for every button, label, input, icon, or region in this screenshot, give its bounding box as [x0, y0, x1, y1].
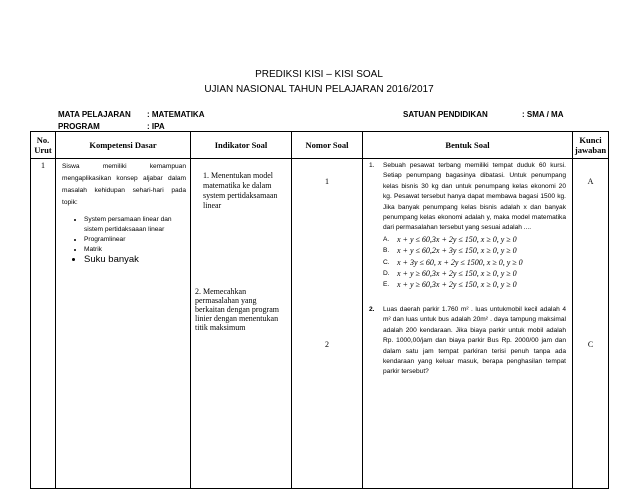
- list-item: • Suku banyak: [84, 255, 186, 265]
- option-text: x + y ≤ 60,2x + 3y ≤ 150, x ≥ 0, y ≥ 0: [397, 246, 517, 256]
- list-item: • System persamaan linear dan sistem pertidaksaaan linear: [84, 215, 186, 235]
- indikator-2: 2. Memecahkan permasalahan yang berkaitan dengan program linier dengan menentukan titik maksimum: [195, 287, 279, 332]
- row-no: 1: [31, 159, 56, 489]
- kunci-cell: [573, 159, 609, 489]
- soal-2-number: 2.: [369, 305, 375, 313]
- program-value: : IPA: [147, 122, 165, 131]
- document-subtitle: UJIAN NASIONAL TAHUN PELAJARAN 2016/2017: [204, 84, 434, 95]
- option-text: x + y ≥ 60,3x + 2y ≤ 150, x ≥ 0, y ≥ 0: [397, 280, 517, 290]
- list-item: • Matrik: [84, 245, 186, 255]
- kunci-1: A: [587, 177, 594, 186]
- option-text: x + y ≤ 60,3x + 2y ≤ 150, x ≥ 0, y ≥ 0: [397, 234, 517, 244]
- header-nomor: Nomor Soal: [292, 132, 363, 159]
- option-text: x + 3y ≤ 60, x + 2y ≤ 1500, x ≥ 0, y ≥ 0: [397, 257, 523, 267]
- nomor-cell: [292, 159, 363, 489]
- satuan-value: : SMA / MA: [522, 110, 564, 119]
- nomor-1: 1: [325, 177, 329, 186]
- option-label: D.: [383, 270, 390, 278]
- table-row: [31, 159, 609, 489]
- kompetensi-list: [62, 215, 186, 265]
- soal-1-number: 1.: [369, 162, 375, 169]
- satuan-label: SATUAN PENDIDIKAN: [403, 110, 488, 119]
- list-item: • Programlinear: [84, 235, 186, 245]
- soal-1: [369, 161, 566, 234]
- soal-1-options: [369, 235, 566, 291]
- soal-2: [369, 305, 566, 378]
- soal-2-text: Luas daerah parkir 1.760 m² . luas untukmobil kecil adalah 4 m² dan luas untuk bus adalah 20m² . daya tampung maksimal adalah 200 kendaraan. Jika biaya parkir untuk mobil adalah Rp. 1000,00/jam dan biaya parkir Bus Rp. 2000/00 jam dan dalam satu jam tempat parkiran terisi penuh tanpa ada kendaraan yang keluar masuk, berapa penghasilan tempat parkir tersebut?: [383, 305, 566, 376]
- header-kunci: Kunci jawaban: [573, 132, 609, 159]
- option-label: E.: [383, 281, 390, 289]
- soal-1-text: Sebuah pesawat terbang memiliki tempat duduk 60 kursi. Setiap penumpang bagasinya dibatasi. Untuk penumpang kelas bisnis 30 kg dan untuk penumpang kelas ekonomi 20 kg. Pesawat tersebut hanya dapat membawa bagasi 1500 kg. Jika banyak penumpang kelas bisnis adalah x dan banyak penumpang kelas ekonomi adalah y, maka model matematika dari permasalahan tersebut yang sesuai adalah ....: [383, 162, 566, 232]
- header-kompetensi: Kompetensi Dasar: [56, 132, 191, 159]
- option-text: x + y ≥ 60,3x + 2y ≤ 150, x ≥ 0, y ≥ 0: [397, 269, 517, 279]
- option-c: [383, 258, 566, 268]
- document-title: PREDIKSI KISI – KISI SOAL: [255, 69, 383, 80]
- kompetensi-cell: [56, 159, 191, 489]
- option-label: C.: [383, 258, 390, 266]
- mapel-label: MATA PELAJARAN: [58, 110, 131, 119]
- mapel-value: : MATEMATIKA: [147, 110, 205, 119]
- option-e: [383, 280, 566, 290]
- option-b: [383, 246, 566, 256]
- option-label: B.: [383, 247, 390, 255]
- table-header-row: [31, 132, 609, 159]
- indikator-1: 1. Menentukan model matematika ke dalam system pertidaksamaan linear: [203, 171, 278, 210]
- kompetensi-text: Siswa memiliki kemampuan mengaplikasikan konsep aljabar dalam masalah kehidupan sehari-hari pada topik:: [62, 163, 186, 206]
- header-indikator: Indikator Soal: [191, 132, 292, 159]
- program-label: PROGRAM: [58, 122, 100, 131]
- option-label: A.: [383, 235, 390, 243]
- header-bentuk: Bentuk Soal: [363, 132, 573, 159]
- kunci-2: C: [587, 340, 594, 349]
- header-no: No. Urut: [31, 132, 56, 159]
- kisi-table: [30, 131, 609, 489]
- bentuk-cell: [363, 159, 573, 489]
- option-d: [383, 269, 566, 279]
- indikator-cell: [191, 159, 292, 489]
- nomor-2: 2: [325, 340, 329, 349]
- option-a: [383, 235, 566, 245]
